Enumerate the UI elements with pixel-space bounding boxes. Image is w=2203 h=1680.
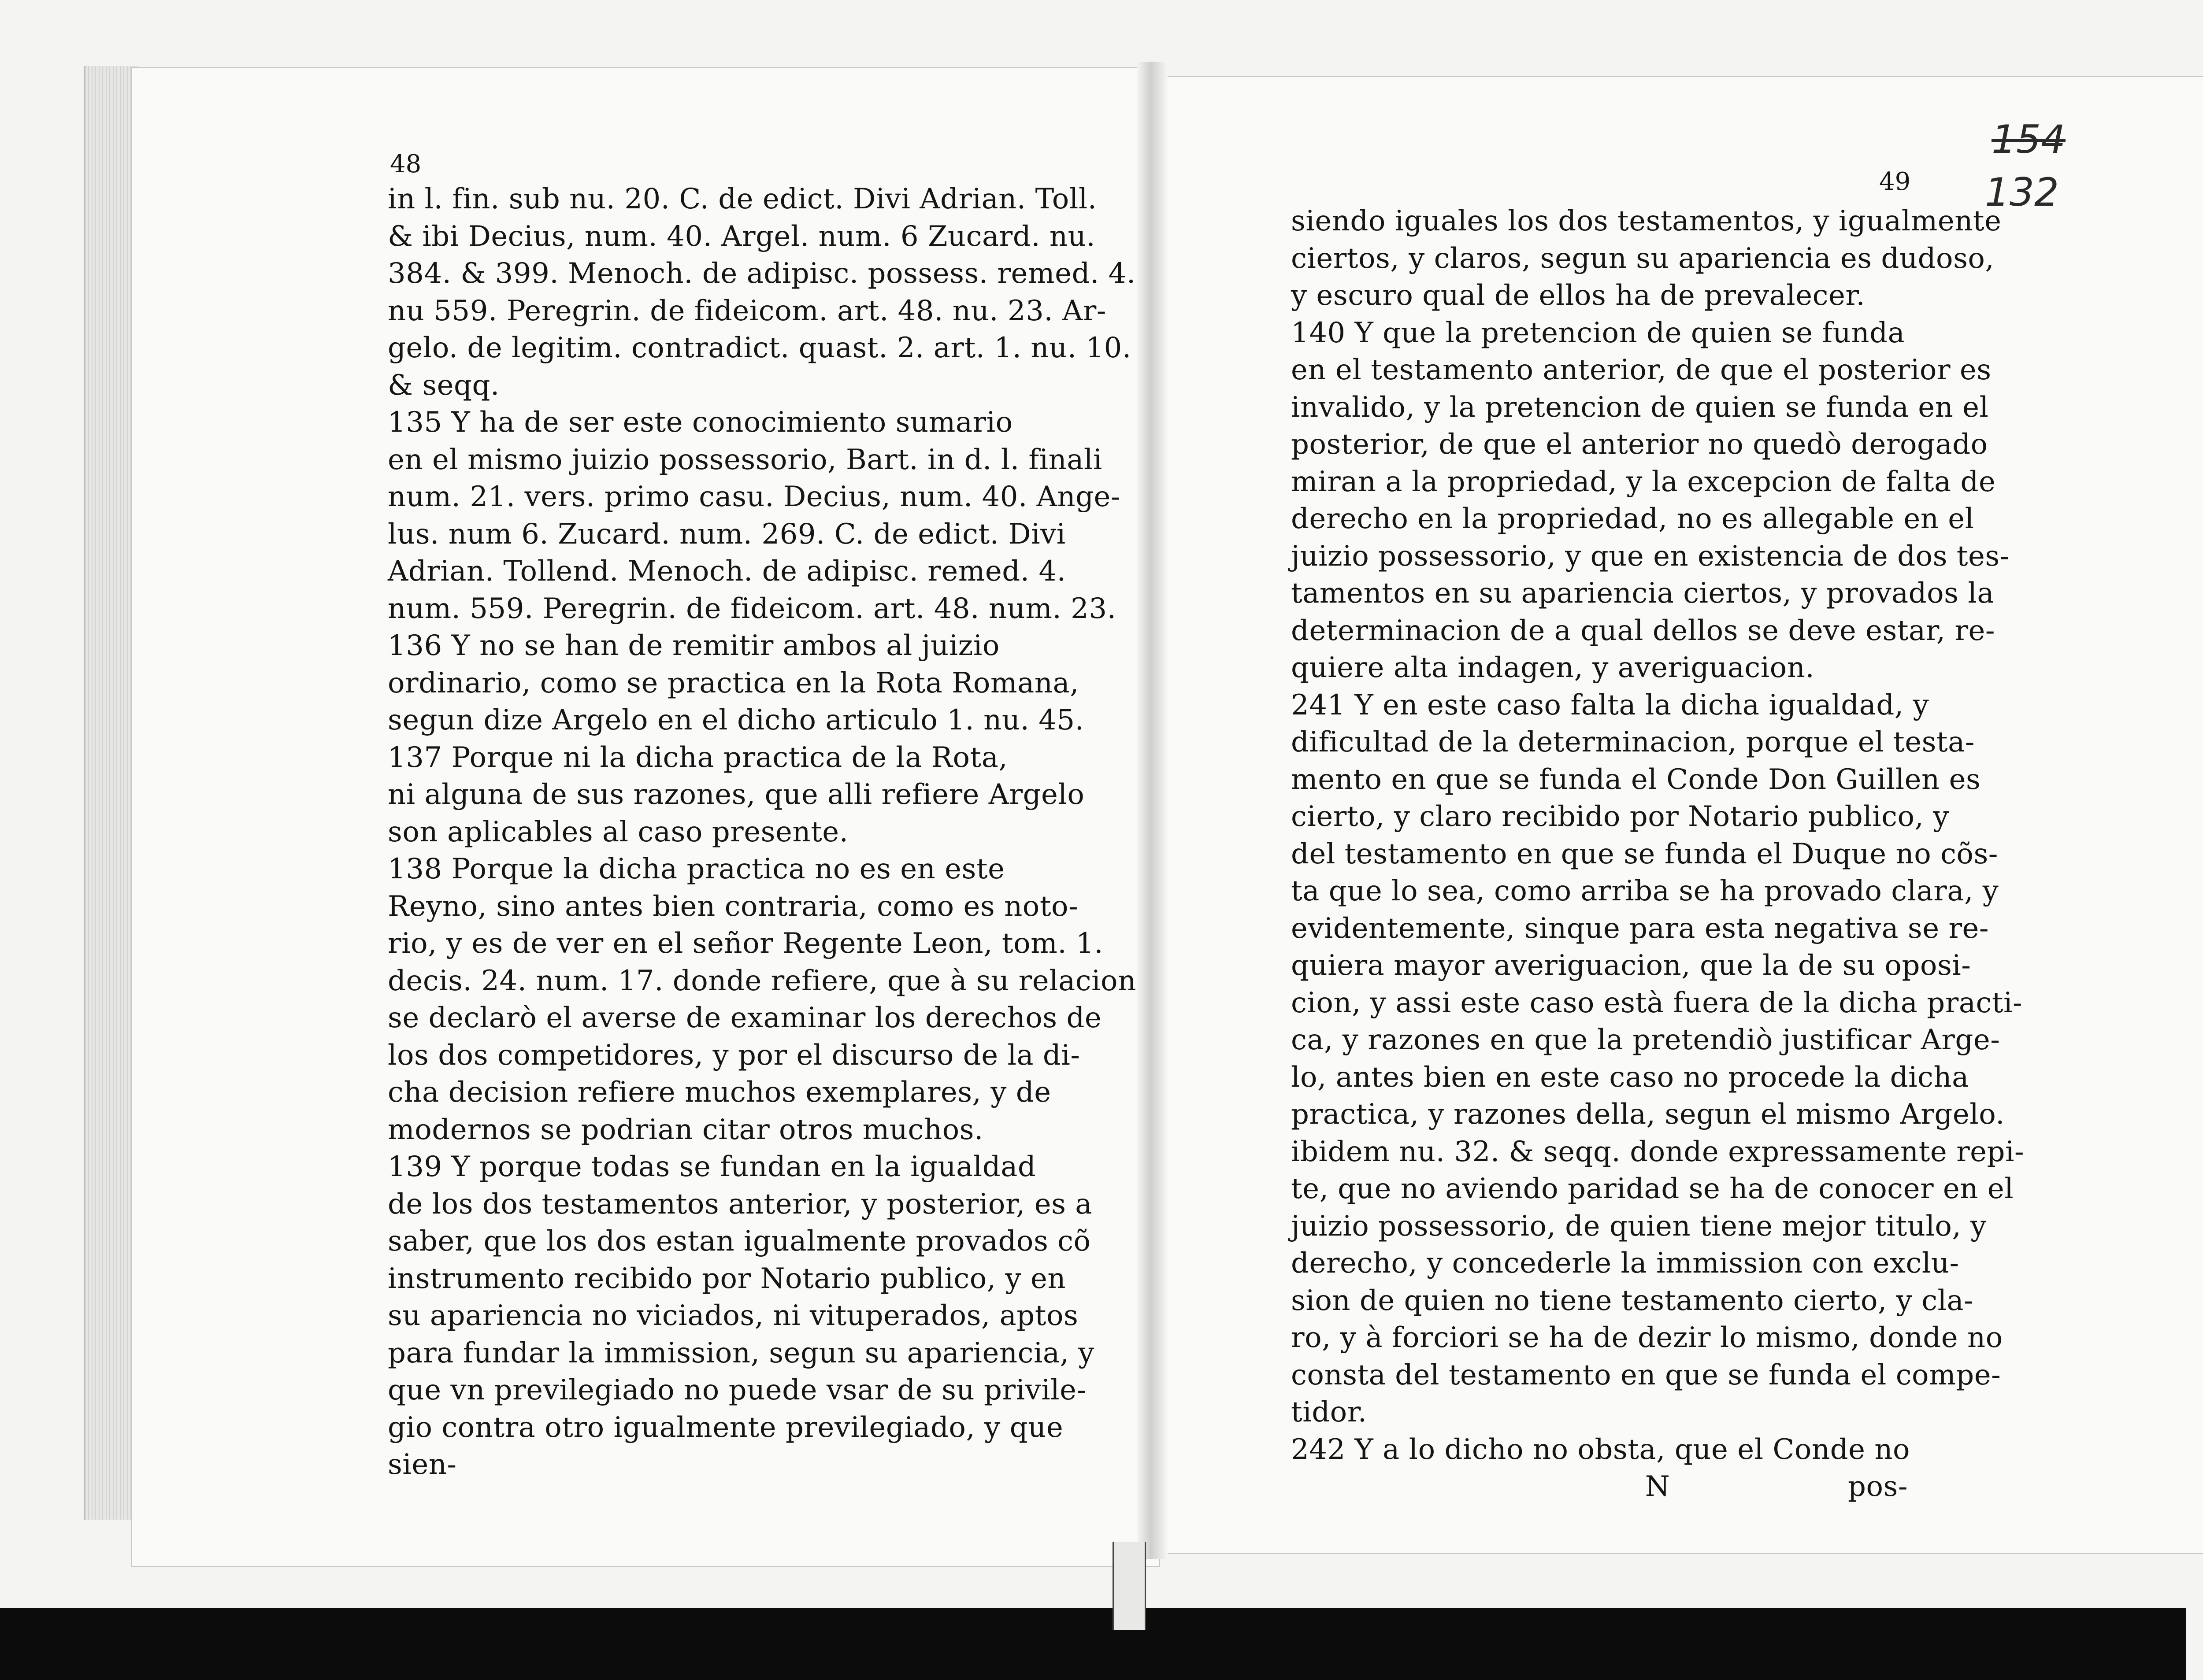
- text-line: gelo. de legitim. contradict. quast. 2. art. 1. nu. 10.: [388, 332, 1131, 364]
- text-line: los dos competidores, y por el discurso de la di-: [388, 1039, 1080, 1072]
- text-line: dificultad de la determinacion, porque el testa-: [1291, 726, 1975, 759]
- text-line: tidor.: [1291, 1396, 1367, 1428]
- text-line: 135 Y ha de ser este conocimiento sumario: [388, 406, 1013, 439]
- text-line: 384. & 399. Menoch. de adipisc. possess. remed. 4.: [388, 257, 1136, 290]
- right-page-text: [1291, 203, 2025, 1506]
- text-line: rio, y es de ver en el señor Regente Leon, tom. 1.: [388, 927, 1104, 960]
- text-line: ca, y razones en que la pretendiò justificar Arge-: [1291, 1024, 2000, 1056]
- text-line: 137 Porque ni la dicha practica de la Rota,: [388, 741, 1008, 774]
- ribbon-marker: [1113, 1542, 1146, 1630]
- text-line: num. 21. vers. primo casu. Decius, num. 40. Ange-: [388, 481, 1121, 513]
- text-line: consta del testamento en que se funda el compe-: [1291, 1358, 2001, 1391]
- text-line: que vn previlegiado no puede vsar de su privile-: [388, 1374, 1087, 1406]
- text-line: sien-: [388, 1448, 457, 1481]
- text-line: sion de quien no tiene testamento cierto, y cla-: [1291, 1284, 1974, 1317]
- text-line: & seqq.: [388, 369, 500, 402]
- catch-line: [1291, 1468, 1908, 1506]
- signature-mark: N: [1645, 1470, 1670, 1503]
- text-line: evidentemente, sinque para esta negativa se re-: [1291, 912, 1989, 945]
- text-line: gio contra otro igualmente previlegiado, y que: [388, 1411, 1064, 1444]
- text-line: cierto, y claro recibido por Notario publico, y: [1291, 800, 1949, 833]
- text-line: cha decision refiere muchos exemplares, y de: [388, 1076, 1051, 1109]
- text-line: segun dize Argelo en el dicho articulo 1. nu. 45.: [388, 704, 1084, 736]
- text-line: lo, antes bien en este caso no procede la dicha: [1291, 1061, 1969, 1094]
- text-line: practica, y razones della, segun el mismo Argelo.: [1291, 1098, 2005, 1131]
- handwritten-folio-current: 132: [1985, 170, 2059, 215]
- text-line: para fundar la immission, segun su apariencia, y: [388, 1336, 1094, 1369]
- text-line: 241 Y en este caso falta la dicha igualdad, y: [1291, 688, 1929, 722]
- text-line: determinacion de a qual dellos se deve estar, re-: [1291, 614, 1995, 647]
- text-line: Adrian. Tollend. Menoch. de adipisc. remed. 4.: [388, 555, 1066, 588]
- book-gutter: [1137, 62, 1168, 1559]
- text-line: derecho en la propriedad, no es allegable en el: [1291, 503, 1974, 535]
- text-line: lus. num 6. Zucard. num. 269. C. de edict. Divi: [388, 518, 1066, 551]
- right-page-number: 49: [1879, 167, 1911, 196]
- text-line: su apariencia no viciados, ni vituperados, aptos: [388, 1299, 1079, 1332]
- text-line: miran a la propriedad, y la excepcion de falta de: [1291, 465, 1996, 498]
- text-line: quiera mayor averiguacion, que la de su oposi-: [1291, 949, 1971, 982]
- text-line: en el mismo juizio possessorio, Bart. in d. l. finali: [388, 443, 1102, 476]
- left-page-number: 48: [390, 150, 422, 178]
- catchword: pos-: [1848, 1470, 1908, 1503]
- text-line: tamentos en su apariencia ciertos, y provados la: [1291, 577, 1994, 610]
- text-line: posterior, de que el anterior no quedò derogado: [1291, 428, 1988, 461]
- text-line: nu 559. Peregrin. de fideicom. art. 48. nu. 23. Ar-: [388, 294, 1106, 327]
- text-line: juizio possessorio, de quien tiene mejor titulo, y: [1291, 1210, 1987, 1243]
- left-page-text: [388, 181, 1136, 1484]
- text-line: cion, y assi este caso està fuera de la dicha practi-: [1291, 986, 2023, 1019]
- text-line: 242 Y a lo dicho no obsta, que el Conde no: [1291, 1433, 1910, 1466]
- text-line: in l. fin. sub nu. 20. C. de edict. Divi Adrian. Toll.: [388, 183, 1097, 215]
- text-line: de los dos testamentos anterior, y posterior, es a: [388, 1188, 1092, 1221]
- text-line: son aplicables al caso presente.: [388, 815, 849, 848]
- book-page-edges: [84, 66, 138, 1520]
- text-line: juizio possessorio, y que en existencia de dos tes-: [1291, 540, 2010, 573]
- text-line: decis. 24. num. 17. donde refiere, que à su relacion: [388, 964, 1136, 997]
- text-line: del testamento en que se funda el Duque no cõs-: [1291, 837, 1998, 870]
- text-line: y escuro qual de ellos ha de prevalecer.: [1291, 279, 1866, 312]
- text-line: saber, que los dos estan igualmente provados cõ: [388, 1225, 1091, 1258]
- text-line: mento en que se funda el Conde Don Guillen es: [1291, 763, 1981, 796]
- text-line: ro, y à forciori se ha de dezir lo mismo, donde no: [1291, 1321, 2003, 1354]
- text-line: en el testamento anterior, de que el posterior es: [1291, 354, 1992, 386]
- text-line: ni alguna de sus razones, que alli refiere Argelo: [388, 778, 1085, 811]
- text-line: ta que lo sea, como arriba se ha provado clara, y: [1291, 875, 1999, 907]
- text-line: 138 Porque la dicha practica no es en este: [388, 853, 1005, 885]
- catch-line-spacer: [1291, 1468, 1467, 1506]
- table-surface: [0, 1608, 2186, 1680]
- handwritten-folio-struck: 154: [1992, 117, 2066, 162]
- text-line: derecho, y concederle la immission con exclu-: [1291, 1247, 1959, 1280]
- text-line: siendo iguales los dos testamentos, y igualmente: [1291, 205, 2002, 237]
- text-line: invalido, y la pretencion de quien se funda en el: [1291, 391, 1989, 424]
- text-line: Reyno, sino antes bien contraria, como es noto-: [388, 890, 1079, 923]
- text-line: & ibi Decius, num. 40. Argel. num. 6 Zucard. nu.: [388, 220, 1096, 253]
- text-line: se declarò el averse de examinar los derechos de: [388, 1002, 1102, 1034]
- text-line: instrumento recibido por Notario publico, y en: [388, 1262, 1066, 1295]
- text-line: ibidem nu. 32. & seqq. donde expressamente repi-: [1291, 1135, 2025, 1168]
- text-line: 136 Y no se han de remitir ambos al juizio: [388, 629, 1000, 662]
- text-line: 140 Y que la pretencion de quien se funda: [1291, 316, 1905, 349]
- text-line: ordinario, como se practica en la Rota Romana,: [388, 666, 1079, 699]
- text-line: quiere alta indagen, y averiguacion.: [1291, 651, 1815, 684]
- text-line: num. 559. Peregrin. de fideicom. art. 48. num. 23.: [388, 592, 1116, 625]
- text-line: 139 Y porque todas se fundan en la igualdad: [388, 1151, 1036, 1183]
- text-line: modernos se podrian citar otros muchos.: [388, 1113, 983, 1146]
- text-line: te, que no aviendo paridad se ha de conocer en el: [1291, 1173, 2014, 1205]
- text-line: ciertos, y claros, segun su apariencia es dudoso,: [1291, 242, 1995, 275]
